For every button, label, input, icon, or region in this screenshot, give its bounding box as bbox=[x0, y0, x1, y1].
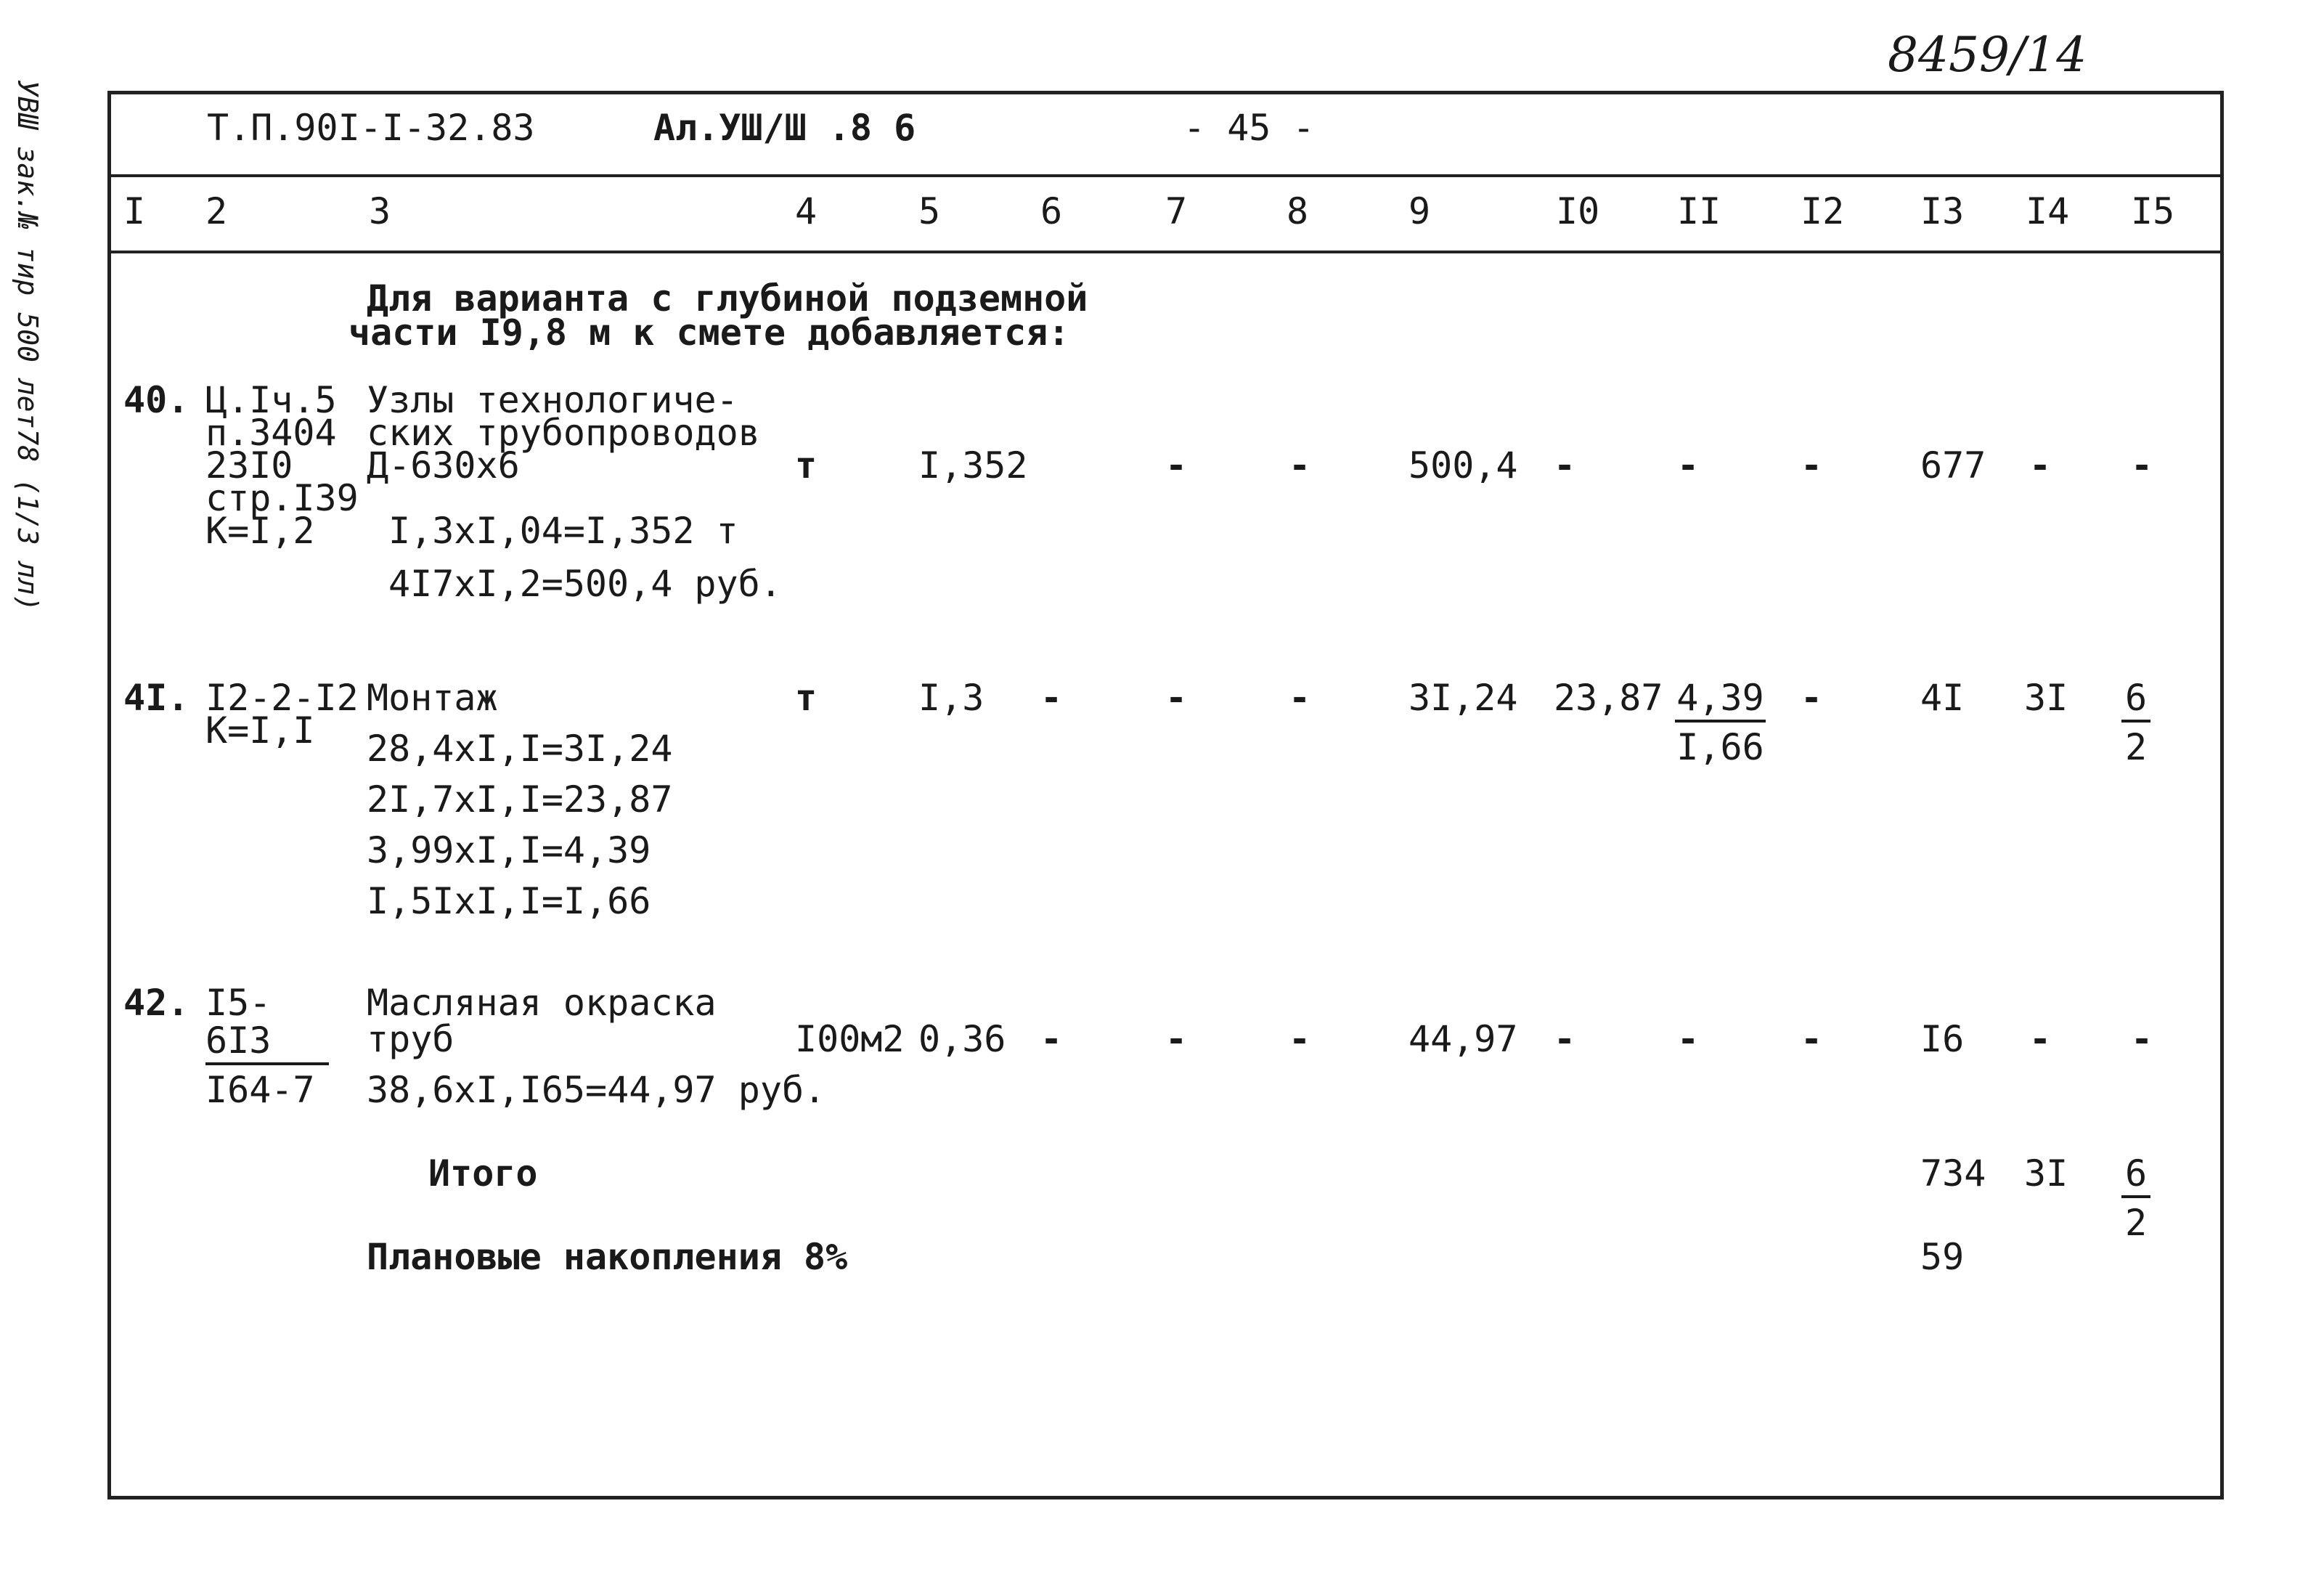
planned-savings-label: Плановые накопления 8% bbox=[367, 1236, 848, 1278]
row-code-line: стр.I39 bbox=[205, 477, 359, 519]
column-header-divider-line bbox=[109, 251, 2223, 253]
column-number: I0 bbox=[1556, 190, 1600, 232]
cell-col15: - bbox=[2131, 1018, 2153, 1060]
row-code-fraction bbox=[205, 984, 329, 1109]
cell-unit: т bbox=[795, 444, 818, 487]
cell-col12: - bbox=[1801, 444, 1823, 487]
cell-unit: т bbox=[795, 677, 818, 719]
row-calc-line: 4I7хI,2=500,4 руб. bbox=[388, 563, 782, 605]
fraction-denominator: 2 bbox=[2124, 726, 2148, 768]
row-code-line: К=I,2 bbox=[205, 510, 315, 552]
document-code: Т.П.90I-I-32.83 bbox=[207, 107, 535, 149]
cell-col15-fraction bbox=[2121, 679, 2150, 766]
cell-col11-fraction bbox=[1675, 679, 1766, 766]
cell-col12: - bbox=[1801, 1018, 1823, 1060]
fraction-numerator: 4,39 bbox=[1675, 679, 1766, 723]
column-number: I2 bbox=[1801, 190, 1845, 232]
cell-col11: - bbox=[1677, 444, 1700, 487]
frame-top-line bbox=[109, 91, 2223, 94]
cell-col13: 4I bbox=[1920, 677, 1965, 719]
cell-col8: - bbox=[1289, 1018, 1311, 1060]
fraction-denominator: 2 bbox=[2124, 1202, 2148, 1244]
row-name-line: Монтаж bbox=[367, 677, 498, 719]
cell-col15: - bbox=[2131, 444, 2153, 487]
cell-col14: 3I bbox=[2024, 677, 2068, 719]
total-col13: 734 bbox=[1920, 1152, 1986, 1195]
cell-col6: - bbox=[1040, 677, 1063, 719]
cell-unit: I00м2 bbox=[795, 1018, 905, 1060]
row-calc-line: 3,99хI,I=4,39 bbox=[367, 829, 651, 871]
column-number: 2 bbox=[205, 190, 228, 232]
fraction-numerator: 6 bbox=[2121, 1155, 2150, 1198]
row-code-line: Ц.Iч.5 bbox=[205, 379, 337, 421]
cell-col10: - bbox=[1554, 1018, 1576, 1060]
cell-col9: 3I,24 bbox=[1408, 677, 1518, 719]
row-calc-line: 2I,7хI,I=23,87 bbox=[367, 778, 673, 821]
cell-col11: - bbox=[1677, 1018, 1700, 1060]
row-code-line: I2-2-I2 bbox=[205, 677, 359, 719]
frame-right-line bbox=[2220, 91, 2224, 1499]
header-divider-line bbox=[109, 174, 2223, 177]
row-number: 42. bbox=[123, 982, 189, 1024]
cell-col8: - bbox=[1289, 444, 1311, 487]
cell-col7: - bbox=[1165, 444, 1188, 487]
row-name-line: Узлы технологиче- bbox=[367, 379, 738, 421]
column-number: 4 bbox=[795, 190, 818, 232]
column-number: 3 bbox=[369, 190, 391, 232]
cell-col8: - bbox=[1289, 677, 1311, 719]
row-code-line: п.3404 bbox=[205, 412, 337, 454]
fraction-denominator: I,66 bbox=[1676, 726, 1764, 768]
total-label: Итого bbox=[428, 1152, 538, 1195]
row-code-line: К=I,I bbox=[205, 709, 315, 752]
intro-line: части I9,8 м к смете добавляется: bbox=[348, 312, 1070, 354]
album-reference: Ал.УШ/Ш .8 6 bbox=[653, 107, 916, 149]
column-number: I5 bbox=[2131, 190, 2175, 232]
cell-col13: I6 bbox=[1920, 1018, 1965, 1060]
cell-col6: - bbox=[1040, 1018, 1063, 1060]
row-name-line: Д-630х6 bbox=[367, 444, 520, 487]
row-code-line: 23I0 bbox=[205, 444, 293, 487]
frame-bottom-line bbox=[109, 1496, 2223, 1499]
column-number: I3 bbox=[1920, 190, 1965, 232]
cell-quantity: I,352 bbox=[918, 444, 1028, 487]
column-number: II bbox=[1677, 190, 1721, 232]
cell-col14: - bbox=[2029, 1018, 2052, 1060]
cell-col7: - bbox=[1165, 677, 1188, 719]
column-number: 8 bbox=[1287, 190, 1309, 232]
row-number: 4I. bbox=[123, 677, 189, 719]
column-number: 6 bbox=[1040, 190, 1063, 232]
column-number: 9 bbox=[1408, 190, 1431, 232]
cell-quantity: I,3 bbox=[918, 677, 984, 719]
cell-col13: 677 bbox=[1920, 444, 1986, 487]
cell-quantity: 0,36 bbox=[918, 1018, 1006, 1060]
page-number: - 45 - bbox=[1183, 107, 1315, 149]
cell-col14: - bbox=[2029, 444, 2052, 487]
column-number: I4 bbox=[2026, 190, 2070, 232]
fraction-numerator: I5-6I3 bbox=[205, 984, 329, 1065]
cell-col9: 500,4 bbox=[1408, 444, 1518, 487]
intro-line: Для варианта с глубиной подземной bbox=[367, 277, 1088, 320]
planned-savings-col13: 59 bbox=[1920, 1236, 1965, 1278]
cell-col12: - bbox=[1801, 677, 1823, 719]
row-number: 40. bbox=[123, 379, 189, 421]
total-col15-fraction bbox=[2121, 1152, 2150, 1244]
handwritten-annotation: 8459/14 bbox=[1888, 27, 2087, 83]
cell-col10: 23,87 bbox=[1554, 677, 1663, 719]
row-calc-line: 28,4хI,I=3I,24 bbox=[367, 728, 673, 770]
fraction-numerator: 6 bbox=[2121, 679, 2150, 723]
row-calc-line: I,5IхI,I=I,66 bbox=[367, 880, 651, 922]
row-name-line: труб bbox=[367, 1018, 454, 1060]
row-calc-line: 38,6хI,I65=44,97 руб. bbox=[367, 1069, 826, 1111]
cell-col7: - bbox=[1165, 1018, 1188, 1060]
cell-col10: - bbox=[1554, 444, 1576, 487]
column-number: I bbox=[123, 190, 146, 232]
margin-stamp: УВШ зак.№ тир 500 лет78 (1/3 лл) bbox=[12, 80, 44, 612]
column-number: 5 bbox=[918, 190, 941, 232]
row-calc-line: I,3хI,04=I,352 т bbox=[388, 510, 738, 552]
cell-col9: 44,97 bbox=[1408, 1018, 1518, 1060]
frame-left-line bbox=[107, 91, 111, 1499]
row-name-line: ских трубопроводов bbox=[367, 412, 760, 454]
total-col14: 3I bbox=[2024, 1152, 2068, 1195]
row-name-line: Масляная окраска bbox=[367, 982, 717, 1024]
fraction-denominator: I64-7 bbox=[205, 1069, 315, 1111]
column-number: 7 bbox=[1165, 190, 1188, 232]
